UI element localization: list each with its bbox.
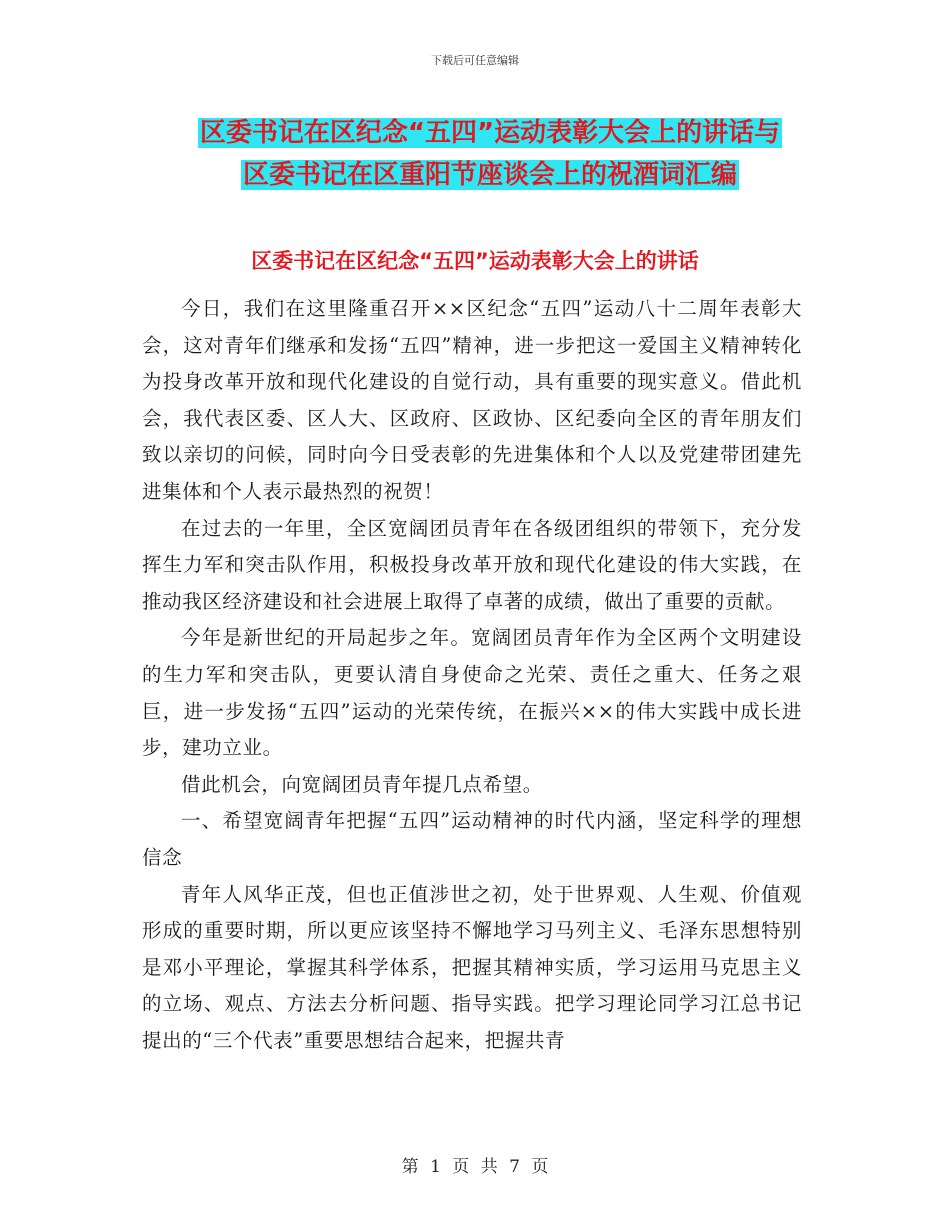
paragraph-heading: 一、希望宽阔青年把握“五四”运动精神的时代内涵，坚定科学的理想信念 [142,809,802,869]
paragraph: 在过去的一年里，全区宽阔团员青年在各级团组织的带领下，充分发挥生力军和突击队作用，积极投身改革开放和现代化建设的伟大实践，在推动我区经济建设和社会进展上取得了卓著的成绩，做出了重要的贡献。 [142,516,802,613]
paragraph: 借此机会，向宽阔团员青年提几点希望。 [181,772,543,796]
document-title-line-2: 区委书记在区重阳节座谈会上的祝酒词汇编 [242,160,737,190]
document-title [130,112,850,196]
header-note: 下载后可任意编辑 [431,54,519,67]
paragraph: 今日，我们在这里隆重召开××区纪念“五四”运动八十二周年表彰大会，这对青年们继承和发扬“五四”精神，进一步把这一爱国主义精神转化为投身改革开放和现代化建设的自觉行动，具有重要的现实意义。借此机会，我代表区委、区人大、区政府、区政协、区纪委向全区的青年朋友们致以亲切的问候，同时向今日受表彰的先进集体和个人以及党建带团建先进集体和个人表示最热烈的祝贺！ [142,297,802,503]
paragraph: 今年是新世纪的开局起步之年。宽阔团员青年作为全区两个文明建设的生力军和突击队，更要认清自身使命之光荣、责任之重大、任务之艰巨，进一步发扬“五四”运动的光荣传统，在振兴××的伟大实践中成长进步，建功立业。 [142,626,802,760]
document-title-line-1: 区委书记在区纪念“五四”运动表彰大会上的讲话与 [199,118,781,148]
document-body [142,291,802,1059]
section-title: 区委书记在区纪念“五四”运动表彰大会上的讲话 [251,249,699,273]
paragraph: 青年人风华正茂，但也正值涉世之初，处于世界观、人生观、价值观形成的重要时期，所以更应该坚持不懈地学习马列主义、毛泽东思想特别是邓小平理论，掌握其科学体系，把握其精神实质，学习运用马克思主义的立场、观点、方法去分析问题、指导实践。把学习理论同学习江总书记提出的“三个代表”重要思想结合起来，把握共青 [142,882,802,1052]
page-number-footer: 第 1 页 共 7 页 [401,1157,549,1177]
